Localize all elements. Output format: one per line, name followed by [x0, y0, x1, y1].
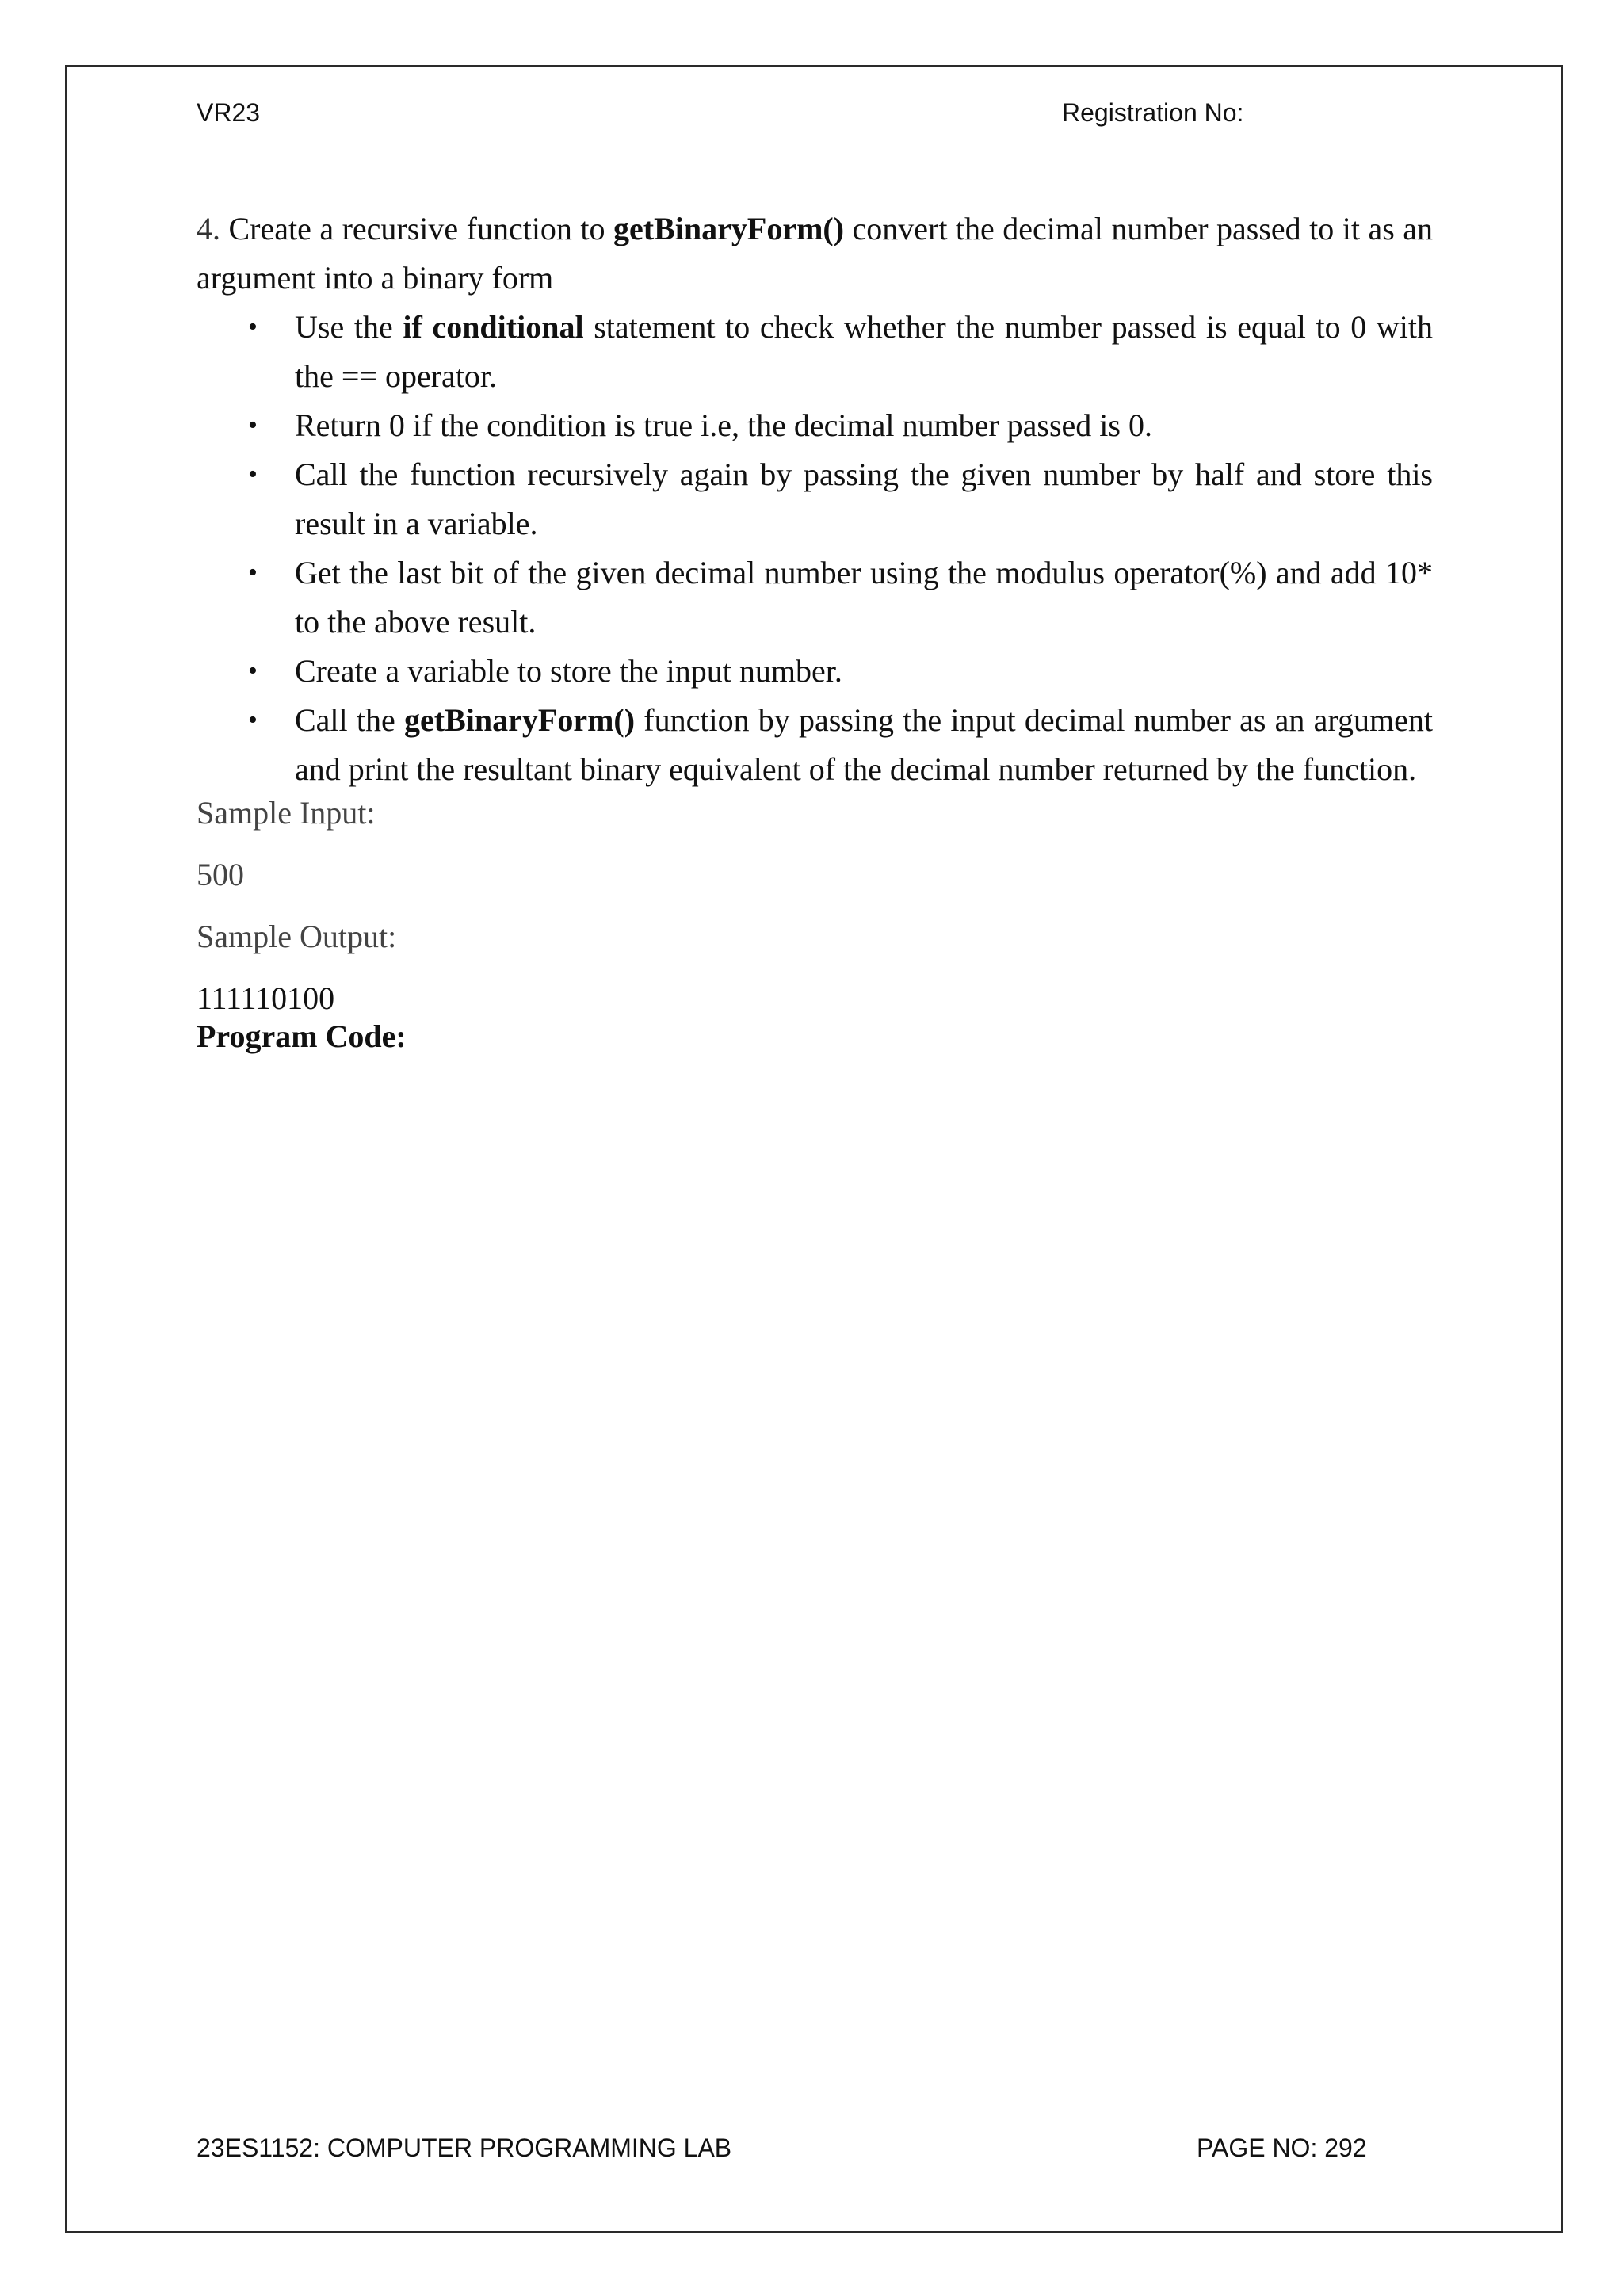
sample-input-value: 500 [197, 857, 244, 892]
list-item [197, 401, 1433, 450]
header-course-code: VR23 [197, 98, 261, 127]
list-item-text: Get the last bit of the given decimal number using the modulus operator(%) and add 10* to the above result. [295, 555, 1433, 640]
list-item-text: Create a variable to store the input number. [295, 653, 842, 689]
list-item-text: Call the [295, 702, 405, 738]
list-item [197, 647, 1433, 696]
list-item [197, 450, 1433, 548]
sample-input-label: Sample Input: [197, 795, 376, 831]
bullet-icon: • [248, 312, 258, 342]
question-function-name: getBinaryForm() [613, 211, 845, 246]
list-item [197, 696, 1433, 794]
program-code-heading: Program Code: [197, 1018, 407, 1054]
list-item-text: function by passing the input decimal number as an argument and print the resultant binary equivalent of the decimal number returned by the function. [295, 702, 1434, 787]
list-item [197, 303, 1433, 401]
bullet-icon: • [248, 705, 258, 735]
list-item-text: Return 0 if the condition is true i.e, the decimal number passed is 0. [295, 407, 1152, 443]
list-item-bold: if conditional [403, 309, 584, 345]
question-number: 4. [197, 211, 220, 246]
instruction-list [197, 303, 1433, 794]
footer-course-title: 23ES1152: COMPUTER PROGRAMMING LAB [197, 2134, 732, 2162]
list-item-text: Call the function recursively again by passing the given number by half and store this result in a variable. [295, 457, 1433, 541]
sample-output-label: Sample Output: [197, 919, 397, 954]
list-item-text: Use the [295, 309, 403, 345]
footer-page-number: PAGE NO: 292 [1197, 2134, 1367, 2162]
list-item [197, 548, 1433, 647]
question-text-before: Create a recursive function to [220, 211, 614, 246]
bullet-icon: • [248, 558, 258, 587]
list-item-bold: getBinaryForm() [404, 702, 636, 738]
bullet-icon: • [248, 411, 258, 440]
question-text [197, 204, 1433, 303]
header-registration-label: Registration No: [1062, 98, 1244, 127]
main-content [197, 204, 1433, 1056]
sample-output-value: 111110100 [197, 980, 335, 1016]
question-text-after: convert the decimal number passed to it as an argument into a binary form [197, 211, 1434, 296]
list-item-text: statement to check whether the number passed is equal to 0 with the == operator. [295, 309, 1433, 394]
bullet-icon: • [248, 656, 258, 686]
bullet-icon: • [248, 460, 258, 489]
